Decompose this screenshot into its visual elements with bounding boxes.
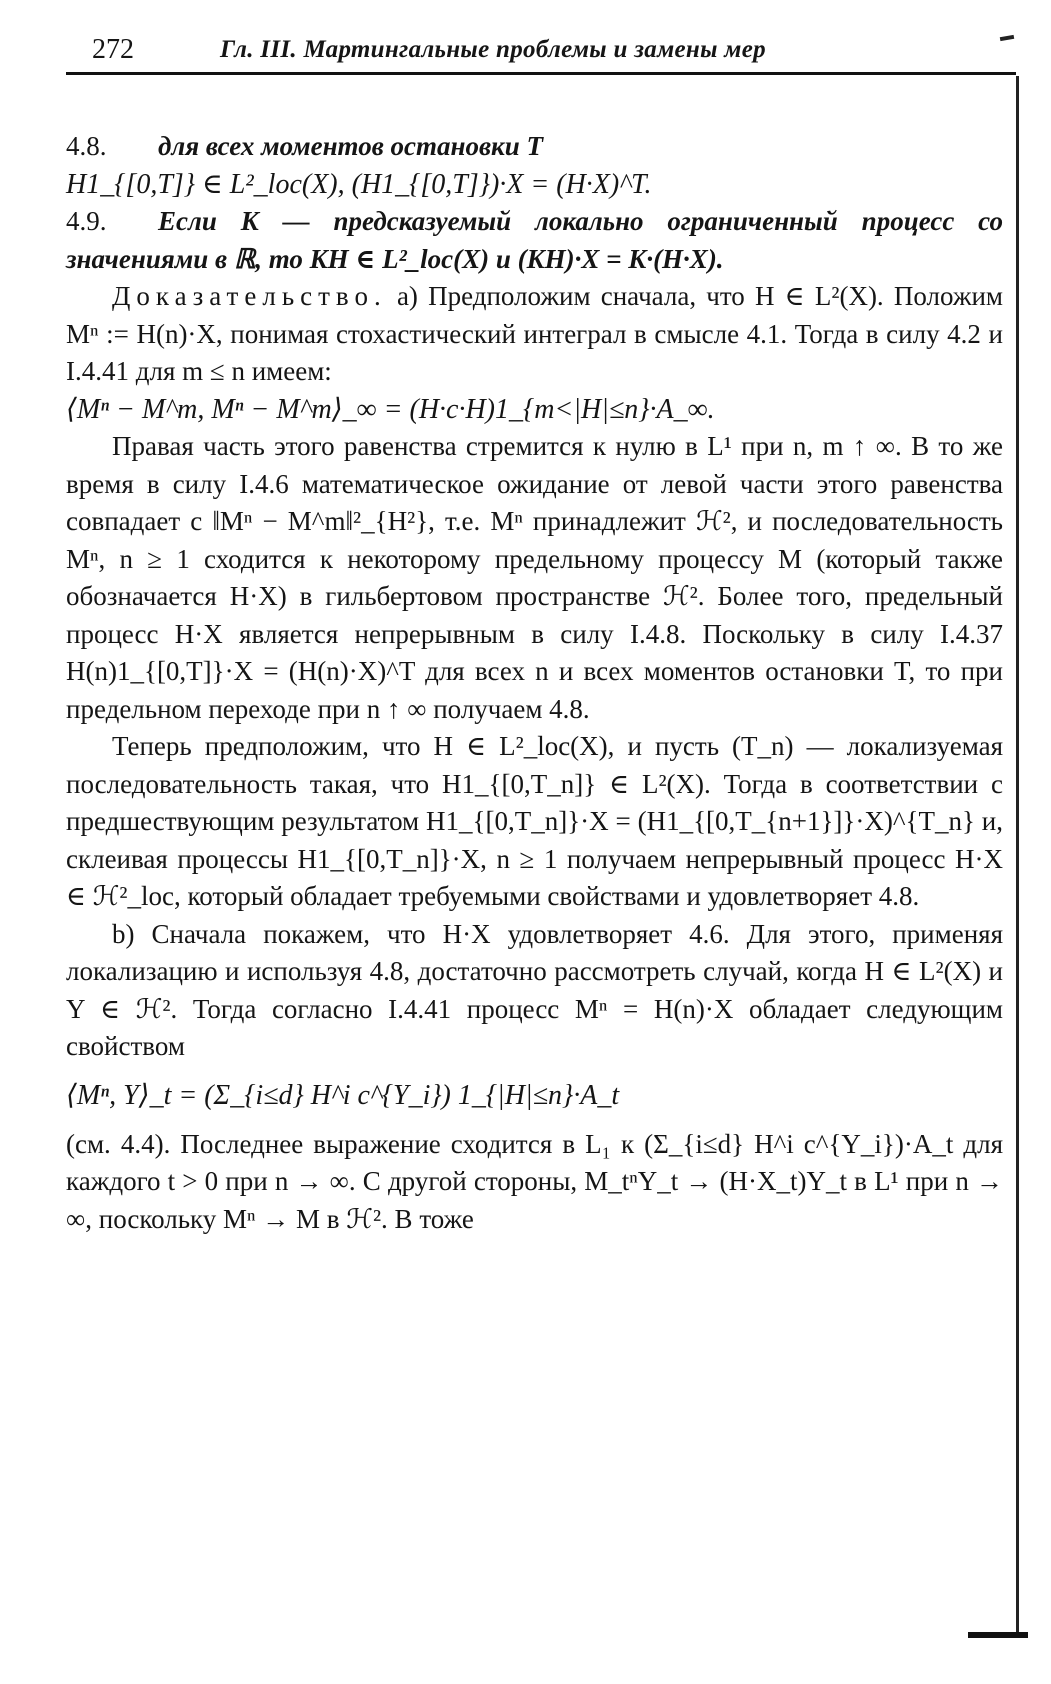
paragraph-limit: Правая часть этого равенства стремится к нулю в L¹ при n, m ↑ ∞. В то же время в силу I.4.6 математическое ожидание от левой части этого равенства совпадает с ‖Mⁿ − M^m‖²_{H²}, т.е. Mⁿ принадлежит ℋ², и последовательность Mⁿ, n ≥ 1 сходится к некоторому предельному процессу M (который также обозначается H·X) в гильбертовом пространстве ℋ². Более того, предельный процесс H·X является непрерывным в силу I.4.8. Поскольку в силу I.4.37 H(n)1_{[0,T]}·X = (H(n)·X)^T для всех n и всех моментов остановки T, то при предельном переходе при n ↑ ∞ получаем 4.8. [66, 431, 1003, 724]
page-header [66, 30, 1006, 70]
paragraph-localization: Теперь предположим, что H ∈ L²_loc(X), и пусть (T_n) — локализуемая последовательность такая, что H1_{[0,T_n]} ∈ L²(X). Тогда в соответствии с предшествующим результатом H1_{[0,T_n]}·X = (H1_{[0,T_{n+1}]}·X)^{T_n} и, склеивая процессы H1_{[0,T_n]}·X, n ≥ 1 получаем непрерывный процесс H·X ∈ ℋ²_loc, который обладает требуемыми свойствами и удовлетворяет 4.8. [66, 731, 1003, 911]
page-edge-line [1016, 76, 1019, 1636]
proof-label: Доказательство. [112, 281, 387, 311]
statement-4-9 [66, 203, 1003, 278]
formula-4-8: H1_{[0,T]} ∈ L²_loc(X), (H1_{[0,T]})·X = (H·X)^T. [66, 168, 652, 200]
scan-mark [1000, 35, 1014, 41]
running-title: Гл. III. Мартингальные проблемы и замены мер [220, 36, 766, 63]
statement-4-8 [66, 128, 1003, 166]
page-number: 272 [92, 34, 134, 65]
page-edge-bottom [968, 1632, 1028, 1638]
proof-part-a [66, 278, 1003, 391]
statement-text: для всех моментов остановки T [158, 131, 544, 161]
proof-part-b: b) Сначала покажем, что H·X удовлетворяет 4.6. Для этого, применяя локализацию и используя 4.8, достаточно рассмотреть случай, когда H ∈ L²(X) и Y ∈ ℋ². Тогда согласно I.4.41 процесс Mⁿ = H(n)·X обладает следующим свойством [66, 918, 1003, 1061]
proof-a-text: a) Предположим сначала, что H ∈ L²(X). Положим Mⁿ := H(n)·X, понимая стохастический интеграл в смысле 4.1. Тогда в силу 4.2 и I.4.41 для m ≤ n имеем: [66, 281, 1004, 386]
statement-number: 4.9. [66, 206, 107, 236]
statement-text: Если K — предсказуемый локально ограниченный процесс со значениями в ℝ, то KH ∈ L²_loc(X) и (KH)·X = K·(H·X). [66, 206, 1003, 274]
formula-covariation: ⟨Mⁿ, Y⟩_t = (Σ_{i≤d} H^i c^{Y_i}) 1_{|H|≤n}·A_t [66, 1079, 620, 1111]
paragraph-final: (см. 4.4). Последнее выражение сходится в L₁ к (Σ_{i≤d} H^i c^{Y_i})·A_t для каждого t > 0 при n → ∞. С другой стороны, M_tⁿY_t → (H·X_t)Y_t в L¹ при n → ∞, поскольку Mⁿ → M в ℋ². В тоже [66, 1128, 1003, 1234]
page-body [66, 128, 1003, 1238]
header-rule [66, 72, 1016, 75]
statement-number: 4.8. [66, 131, 107, 161]
formula-bracket: ⟨Mⁿ − M^m, Mⁿ − M^m⟩_∞ = (H·c·H)1_{m<|H|≤n}·A_∞. [66, 393, 715, 425]
